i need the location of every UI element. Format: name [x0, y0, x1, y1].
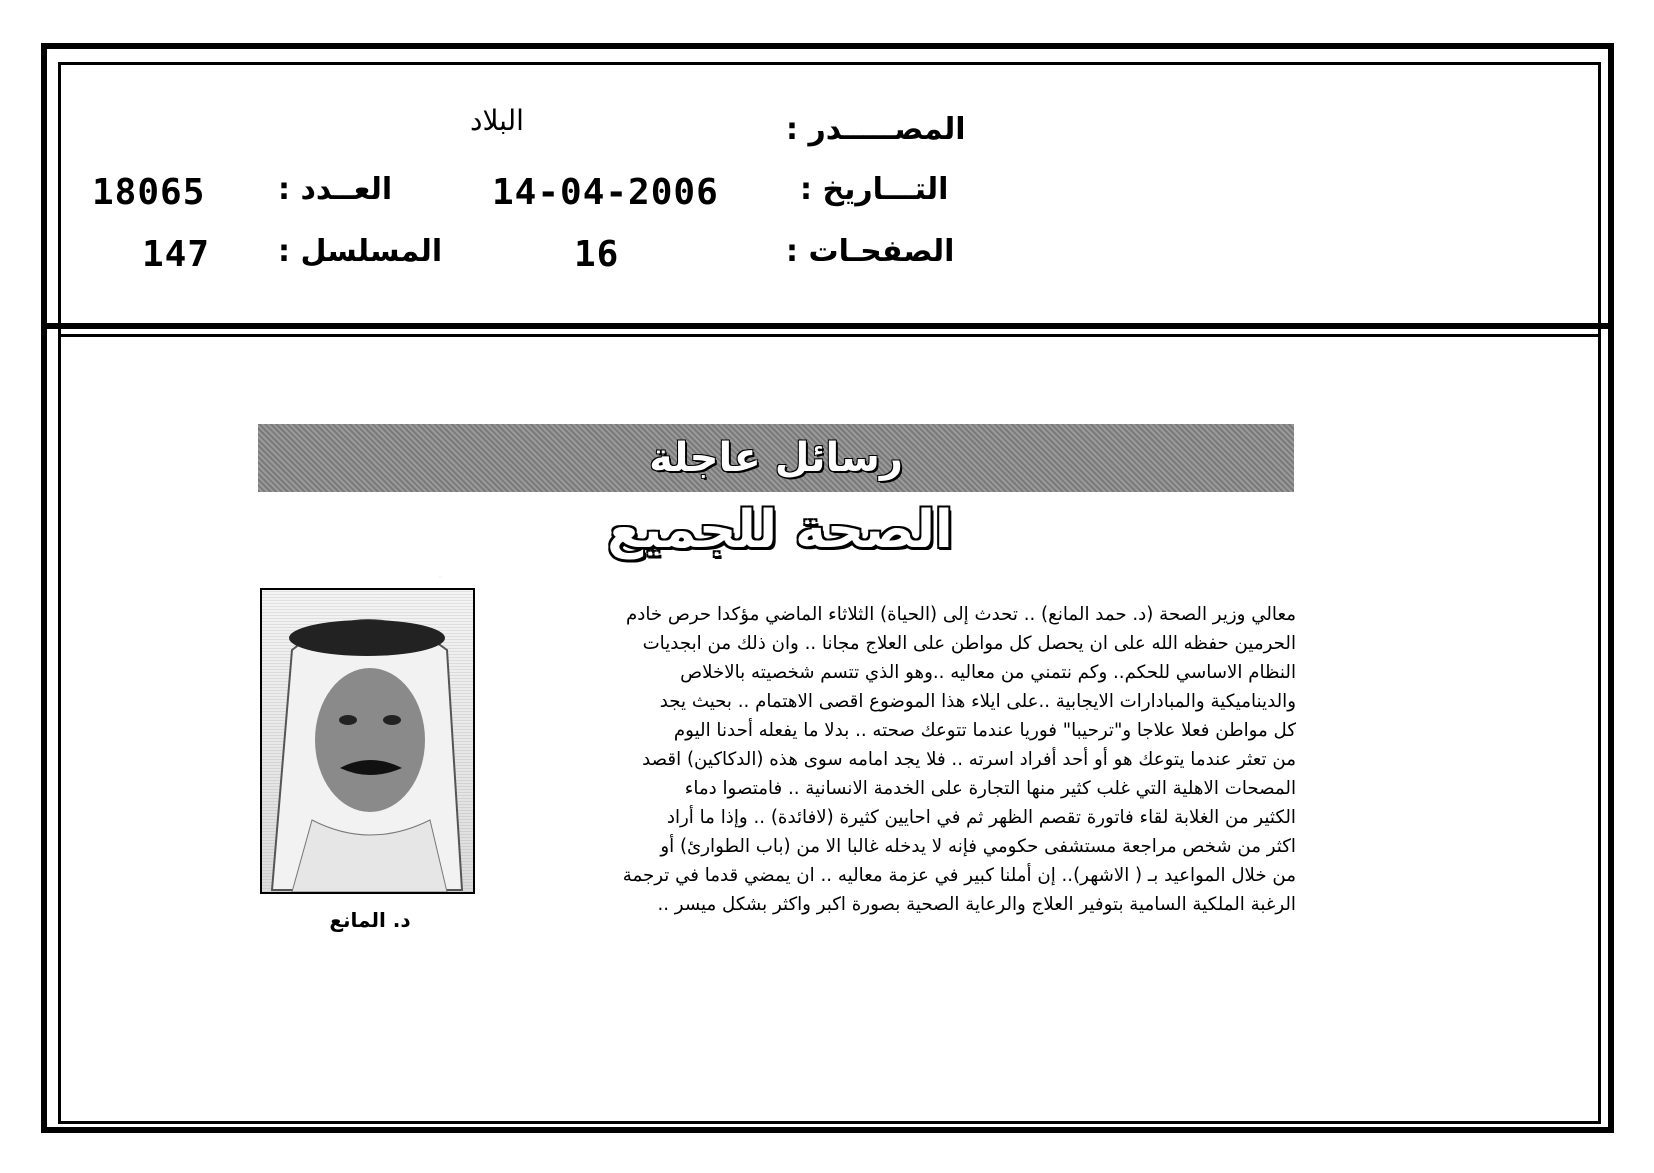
- article-line: معالي وزير الصحة (د. حمد المانع) .. تحدث إلى (الحياة) الثلاثاء الماضي مؤكدا حرص خادم: [625, 604, 1296, 625]
- article-line: اكثر من شخص مراجعة مستشفى حكومي فإنه لا يدخله غالبا الا من (باب الطوارئ) أو: [660, 836, 1296, 857]
- date-value: 14-04-2006: [492, 172, 719, 213]
- article-line: الرغبة الملكية السامية بتوفير العلاج والرعاية الصحية بصورة اكبر واكثر بشكل ميسر ..: [657, 894, 1296, 915]
- issue-label: العــدد :: [278, 172, 393, 207]
- source-value: البلاد: [470, 104, 524, 137]
- issue-value: 18065: [92, 172, 206, 213]
- article-headline: الصحة للجميع: [607, 500, 953, 560]
- photo-caption: د. المانع: [329, 908, 411, 932]
- article-line: من تعثر عندما يتوعك هو أو أحد أفراد اسرته .. فلا يجد امامه سوى هذه (الدكاكين) اقصد: [642, 749, 1296, 770]
- article-line: من خلال المواعيد بـ ( الاشهر).. إن أملنا كبير في عزمة معاليه .. ان يمضي قدما في ترجمة: [622, 865, 1296, 886]
- article-body: [486, 600, 1296, 919]
- article-line: المصحات الاهلية التي غلب كثير منها التجارة على الخدمة الانسانية .. فامتصوا دماء: [684, 778, 1296, 799]
- article-line: كل مواطن فعلا علاجا و"ترحيبا" فوريا عندما تتوعك صحته .. بدلا ما يفعله أحدنا اليوم: [673, 720, 1296, 741]
- author-photo: [260, 588, 475, 894]
- serial-label: المسلسل :: [278, 234, 443, 269]
- section-banner: [258, 424, 1294, 492]
- section-title: رسائل عاجلة: [649, 435, 903, 481]
- date-label: التـــاريخ :: [800, 172, 949, 207]
- header-divider-inner: [58, 334, 1601, 337]
- portrait-icon: [262, 590, 473, 892]
- pages-label: الصفحـات :: [786, 234, 955, 269]
- source-label: المصـــــدر :: [786, 112, 966, 147]
- header-divider: [41, 323, 1614, 329]
- article-line: الكثير من الغلابة لقاء فاتورة تقصم الظهر ثم في احايين كثيرة (لافائدة) .. وإذا ما أراد: [666, 807, 1296, 828]
- article-line: والديناميكية والمبادارات الايجابية ..على ايلاء هذا الموضوع اقصى الاهتمام .. بحيث يجد: [659, 691, 1296, 712]
- pages-value: 16: [574, 234, 620, 275]
- article-line: النظام الاساسي للحكم.. وكم نتمني من معاليه ..وهو الذي تتسم شخصيته بالاخلاص: [680, 662, 1296, 683]
- serial-value: 147: [142, 234, 211, 275]
- article-line: الحرمين حفظه الله على ان يحصل كل مواطن على العلاج مجانا .. وان ذلك من ابجديات: [642, 633, 1296, 654]
